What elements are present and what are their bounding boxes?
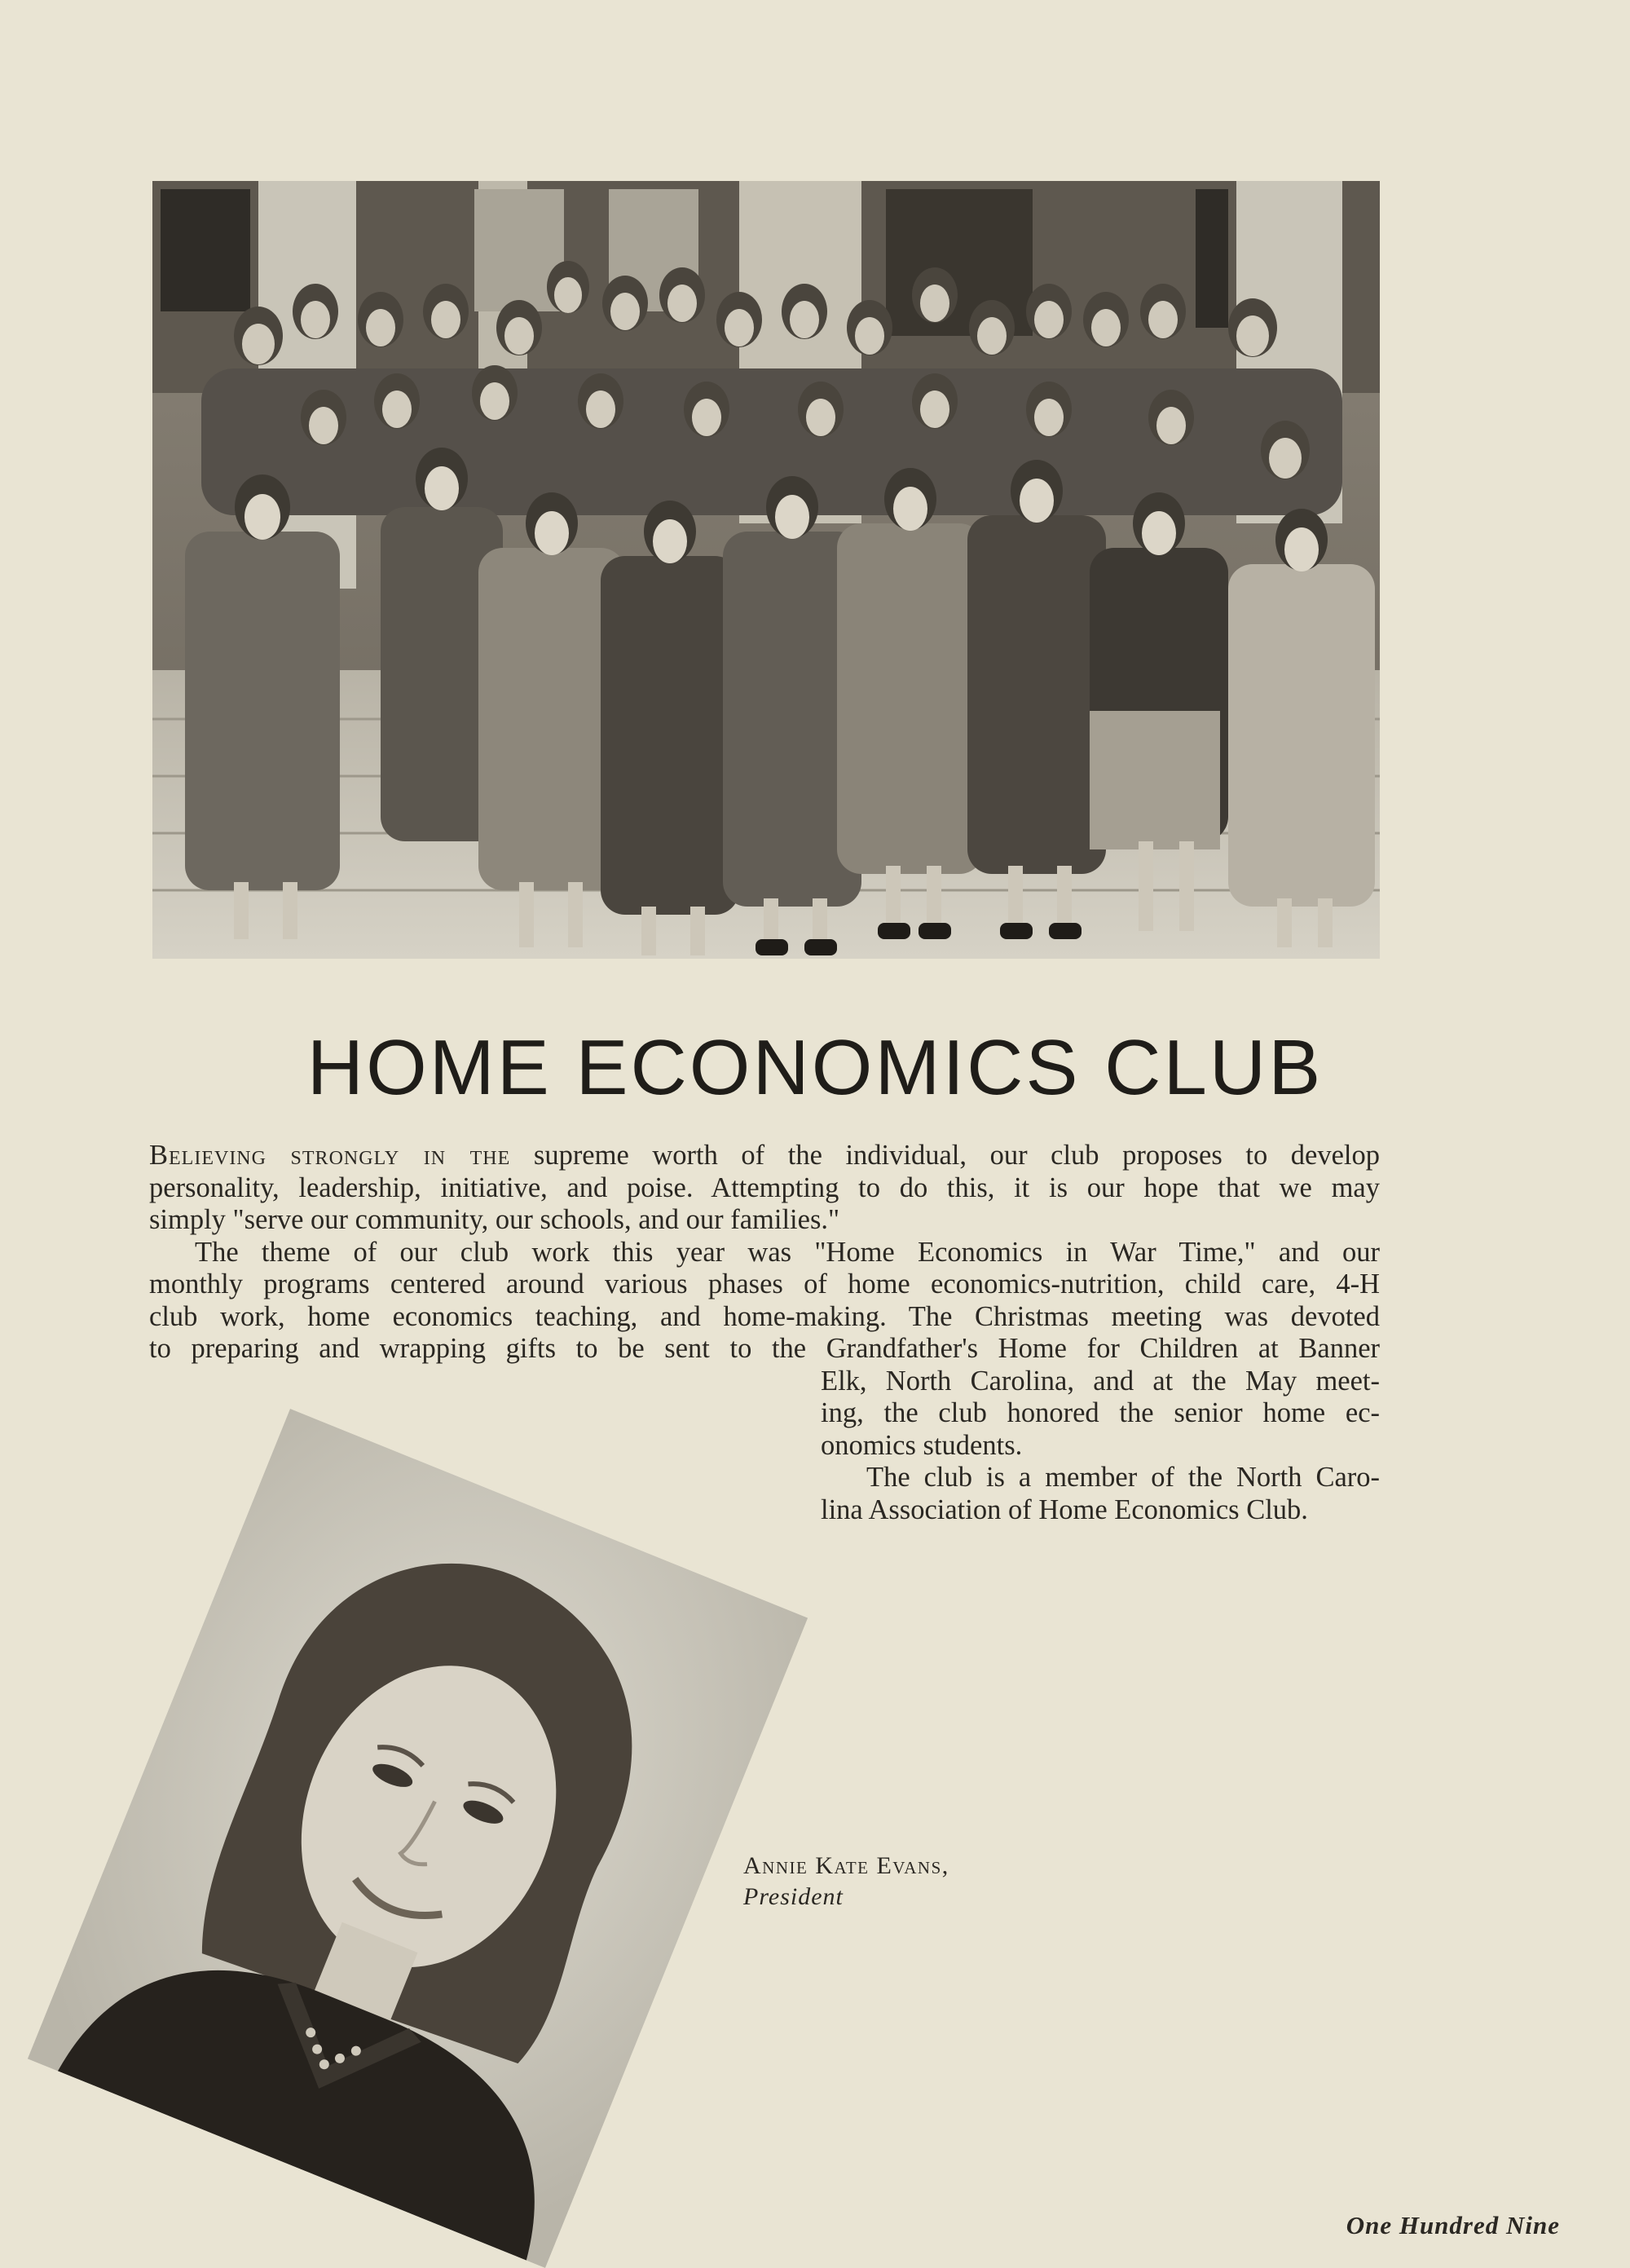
president-name: Annie Kate Evans, [743, 1852, 949, 1879]
lead-in-small-caps: Believing strongly in the [149, 1140, 511, 1171]
paragraph-2-line-3: club work, home economics teaching, and home-making. The Christmas meeting was devoted [149, 1300, 1380, 1332]
president-title: President [743, 1883, 844, 1910]
portrait-caption [743, 1851, 949, 1913]
paragraph-2-line-5: Elk, North Carolina, and at the May meet- [821, 1365, 1380, 1397]
group-photo [152, 181, 1380, 959]
paragraph-3-line-2: lina Association of Home Economics Club. [821, 1494, 1308, 1525]
paragraph-2-line-2: monthly programs centered around various phases of home economics-nutrition, child care, 4-H [149, 1269, 1380, 1299]
paragraph-2-line-1: The theme of our club work this year was "Home Economics in War Time," and our [195, 1236, 1380, 1268]
paragraph-1-line-2: personality, leadership, initiative, and poise. Attempting to do this, it is our hope that we may [149, 1172, 1380, 1203]
paragraph-1-line-3: simply "serve our community, our schools, and our families." [149, 1204, 840, 1235]
page-title: HOME ECONOMICS CLUB [306, 1024, 1324, 1111]
paragraph-2-line-4: to preparing and wrapping gifts to be sent to the Grandfather's Home for Children at Banner [149, 1333, 1380, 1364]
group-photo-image [152, 181, 1380, 959]
paragraph-2-line-6: ing, the club honored the senior home ec- [821, 1397, 1380, 1428]
paragraph-3-line-1: The club is a member of the North Caro- [866, 1462, 1380, 1493]
paragraph-2-line-7: onomics students. [821, 1429, 1023, 1461]
page-number: One Hundred Nine [1346, 2211, 1560, 2239]
paragraph-1-line-1: Believing strongly in the supreme worth of the individual, our club proposes to develop [149, 1140, 1380, 1171]
president-portrait [28, 1409, 808, 2268]
portrait-image [28, 1409, 808, 2268]
